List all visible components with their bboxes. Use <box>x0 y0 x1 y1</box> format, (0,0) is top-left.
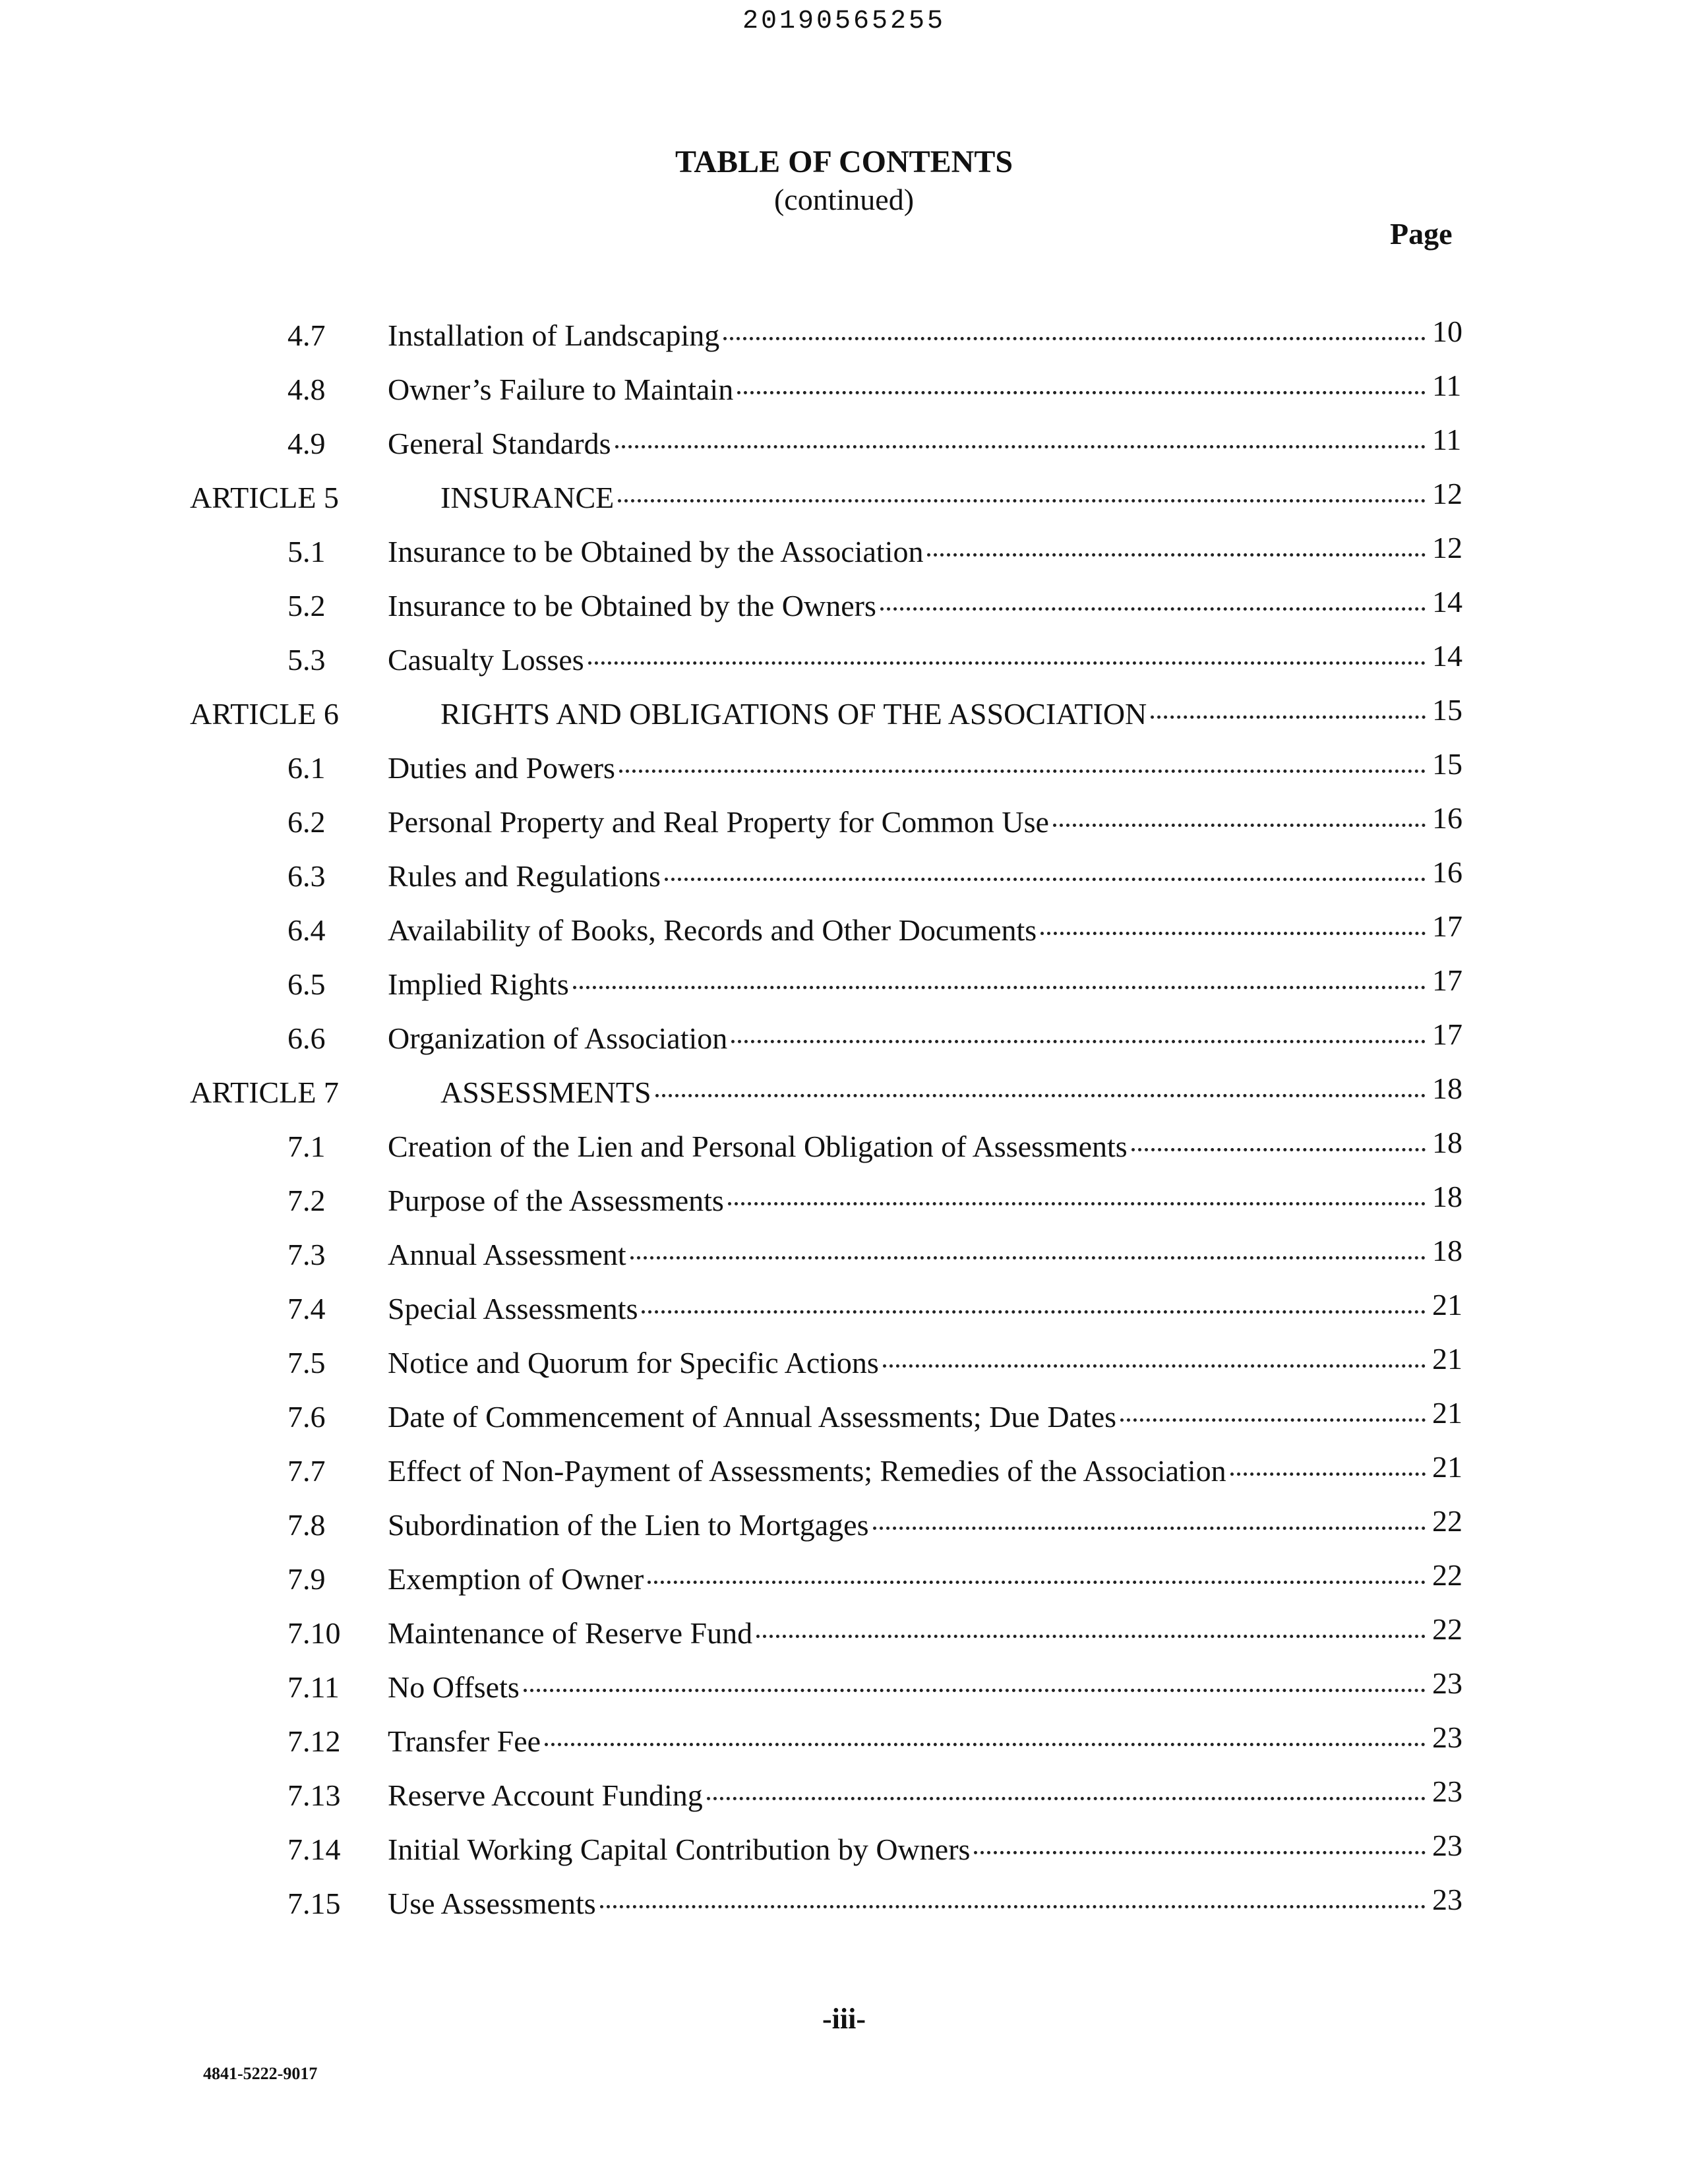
toc-section-row <box>0 531 1688 588</box>
toc-entry-fill <box>388 1129 1430 1164</box>
toc-entry-fill <box>388 1399 1430 1434</box>
dot-leader <box>1131 1147 1426 1151</box>
toc-entry-title: Annual Assessment <box>388 1238 626 1271</box>
dot-leader <box>600 1904 1426 1908</box>
toc-entry-page: 21 <box>1432 1450 1462 1484</box>
toc-section-row <box>0 909 1688 967</box>
toc-section-row <box>0 801 1688 859</box>
toc-entry-number: 7.8 <box>287 1508 326 1542</box>
dot-leader <box>927 553 1426 557</box>
toc-entry-page: 21 <box>1432 1288 1462 1321</box>
toc-entry-fill <box>388 859 1430 894</box>
toc-entry-title: Special Assessments <box>388 1292 638 1325</box>
toc-entry-fill <box>388 804 1430 839</box>
toc-entry-number: 7.12 <box>287 1724 341 1758</box>
toc-section-row <box>0 369 1688 426</box>
dot-leader <box>880 607 1426 611</box>
dot-leader <box>619 769 1426 773</box>
dot-leader <box>756 1634 1426 1638</box>
toc-entry-title: Personal Property and Real Property for Common Use <box>388 805 1049 839</box>
toc-entry-number: 7.10 <box>287 1616 341 1650</box>
toc-section-row <box>0 639 1688 696</box>
dot-leader <box>731 1039 1426 1043</box>
dot-leader <box>707 1796 1426 1800</box>
toc-entry-fill <box>440 1075 1430 1110</box>
toc-entry-fill <box>388 1345 1430 1380</box>
toc-entry-number: 6.6 <box>287 1021 326 1055</box>
page-number: -iii- <box>822 2003 866 2035</box>
toc-entry-title: Casualty Losses <box>388 643 584 677</box>
toc-section-row <box>0 1126 1688 1183</box>
toc-entry-title: Exemption of Owner <box>388 1562 644 1596</box>
toc-entry-fill <box>388 1183 1430 1218</box>
toc-entry-number: 6.2 <box>287 805 326 839</box>
dot-leader <box>618 499 1426 502</box>
toc-article-row <box>0 1072 1688 1129</box>
dot-leader <box>630 1256 1426 1259</box>
dot-leader <box>737 390 1426 394</box>
toc-section-row <box>0 423 1688 480</box>
toc-entry-page: 10 <box>1432 315 1462 348</box>
toc-entry-number: 4.9 <box>287 427 326 460</box>
toc-entry-number: ARTICLE 6 <box>190 697 339 731</box>
toc-entry-page: 23 <box>1432 1720 1462 1754</box>
toc-entry-number: ARTICLE 5 <box>190 481 339 514</box>
toc-entry-title: Duties and Powers <box>388 751 615 785</box>
toc-entry-title: Insurance to be Obtained by the Association <box>388 535 924 568</box>
page-subtitle: (continued) <box>773 183 915 216</box>
toc-entry-title: Insurance to be Obtained by the Owners <box>388 589 876 622</box>
dot-leader <box>883 1364 1426 1368</box>
toc-entry-number: 7.9 <box>287 1562 326 1596</box>
page-column-header: Page <box>1390 217 1453 251</box>
toc-entry-title: INSURANCE <box>440 481 615 514</box>
toc-entry-fill <box>388 318 1430 353</box>
toc-article-row <box>0 693 1688 750</box>
toc-entry-fill <box>388 1291 1430 1326</box>
toc-entry-fill <box>388 1562 1430 1596</box>
dot-leader <box>615 444 1426 448</box>
toc-entry-title: Reserve Account Funding <box>388 1778 703 1812</box>
toc-entry-page: 17 <box>1432 1017 1462 1051</box>
toc-entry-title: RIGHTS AND OBLIGATIONS OF THE ASSOCIATION <box>440 697 1147 731</box>
toc-entry-title: Purpose of the Assessments <box>388 1184 724 1217</box>
dot-leader <box>873 1526 1426 1530</box>
toc-entry-number: 6.1 <box>287 751 326 785</box>
toc-entry-page: 14 <box>1432 585 1462 619</box>
toc-entry-title: Transfer Fee <box>388 1724 541 1758</box>
toc-section-row <box>0 747 1688 804</box>
toc-entry-title: Use Assessments <box>388 1887 596 1920</box>
toc-entry-fill <box>388 534 1430 569</box>
toc-entry-fill <box>388 967 1430 1002</box>
dot-leader <box>974 1850 1426 1854</box>
dot-leader <box>1151 715 1426 719</box>
toc-entry-number: 7.14 <box>287 1833 341 1866</box>
toc-entry-number: 4.7 <box>287 318 326 352</box>
page-title: TABLE OF CONTENTS <box>675 144 1013 179</box>
toc-section-row <box>0 963 1688 1021</box>
dot-leader <box>588 661 1426 665</box>
toc-entry-fill <box>388 1724 1430 1759</box>
toc-entry-fill <box>388 1616 1430 1651</box>
toc-entry-title: Organization of Association <box>388 1021 728 1055</box>
toc-entry-fill <box>388 1021 1430 1056</box>
toc-section-row <box>0 1504 1688 1562</box>
document-id: 4841-5222-9017 <box>203 2064 318 2083</box>
toc-entry-title: Subordination of the Lien to Mortgages <box>388 1508 869 1542</box>
toc-entry-page: 11 <box>1432 423 1462 456</box>
toc-entry-number: 7.6 <box>287 1400 326 1434</box>
toc-entry-number: 7.4 <box>287 1292 326 1325</box>
toc-entry-page: 22 <box>1432 1612 1462 1646</box>
toc-section-row <box>0 1288 1688 1345</box>
dot-leader <box>723 336 1426 340</box>
dot-leader <box>1040 931 1426 935</box>
toc-entry-title: Maintenance of Reserve Fund <box>388 1616 753 1650</box>
dot-leader <box>642 1310 1426 1314</box>
toc-entry-page: 17 <box>1432 909 1462 943</box>
toc-section-row <box>0 1342 1688 1399</box>
toc-entry-number: ARTICLE 7 <box>190 1076 339 1109</box>
toc-section-row <box>0 1234 1688 1291</box>
toc-entry-number: 4.8 <box>287 373 326 406</box>
toc-entry-fill <box>388 642 1430 677</box>
dot-leader <box>1230 1472 1426 1476</box>
toc-entry-number: 7.11 <box>287 1670 340 1704</box>
toc-entry-page: 16 <box>1432 801 1462 835</box>
toc-entry-fill <box>388 372 1430 407</box>
toc-entry-title: Implied Rights <box>388 967 569 1001</box>
dot-leader <box>648 1580 1426 1584</box>
toc-entry-fill <box>388 1453 1430 1488</box>
toc-entry-title: Notice and Quorum for Specific Actions <box>388 1346 879 1380</box>
toc-entry-title: General Standards <box>388 427 611 460</box>
toc-entry-title: Initial Working Capital Contribution by Owners <box>388 1833 971 1866</box>
toc-section-row <box>0 855 1688 913</box>
toc-entry-number: 6.3 <box>287 859 326 893</box>
toc-entry-fill <box>440 696 1430 731</box>
toc-entry-fill <box>440 480 1430 515</box>
toc-entry-title: Date of Commencement of Annual Assessments; Due Dates <box>388 1400 1117 1434</box>
toc-entry-number: 5.1 <box>287 535 326 568</box>
toc-section-row <box>0 1666 1688 1724</box>
toc-entry-number: 6.4 <box>287 913 326 947</box>
dot-leader <box>665 877 1426 881</box>
toc-entry-title: Installation of Landscaping <box>388 318 720 352</box>
toc-entry-title: Rules and Regulations <box>388 859 661 893</box>
toc-entry-fill <box>388 1237 1430 1272</box>
toc-entry-title: Effect of Non-Payment of Assessments; Remedies of the Association <box>388 1454 1226 1488</box>
toc-entry-page: 17 <box>1432 963 1462 997</box>
toc-section-row <box>0 1450 1688 1507</box>
toc-entry-fill <box>388 750 1430 785</box>
dot-leader <box>545 1742 1426 1746</box>
toc-section-row <box>0 1829 1688 1886</box>
toc-section-row <box>0 1396 1688 1453</box>
toc-section-row <box>0 1017 1688 1075</box>
toc-entry-fill <box>388 1778 1430 1813</box>
toc-entry-page: 21 <box>1432 1342 1462 1376</box>
toc-entry-page: 16 <box>1432 855 1462 889</box>
toc-entry-number: 7.15 <box>287 1887 341 1920</box>
toc-list <box>0 315 1688 1940</box>
toc-entry-fill <box>388 588 1430 623</box>
toc-section-row <box>0 1720 1688 1778</box>
dot-leader <box>728 1201 1426 1205</box>
recording-number: 20190565255 <box>742 7 946 36</box>
toc-entry-title: ASSESSMENTS <box>440 1076 651 1109</box>
toc-entry-title: No Offsets <box>388 1670 520 1704</box>
toc-entry-title: Creation of the Lien and Personal Obligation of Assessments <box>388 1130 1128 1163</box>
toc-entry-page: 15 <box>1432 693 1462 727</box>
toc-entry-fill <box>388 1832 1430 1867</box>
toc-entry-title: Availability of Books, Records and Other Documents <box>388 913 1037 947</box>
toc-entry-number: 7.2 <box>287 1184 326 1217</box>
toc-entry-fill <box>388 1507 1430 1542</box>
toc-entry-number: 5.3 <box>287 643 326 677</box>
toc-entry-page: 18 <box>1432 1126 1462 1159</box>
toc-entry-page: 23 <box>1432 1829 1462 1862</box>
toc-entry-number: 5.2 <box>287 589 326 622</box>
dot-leader <box>573 985 1426 989</box>
toc-section-row <box>0 315 1688 372</box>
toc-entry-fill <box>388 1886 1430 1921</box>
toc-entry-page: 11 <box>1432 369 1462 402</box>
toc-entry-page: 12 <box>1432 531 1462 564</box>
toc-entry-number: 7.5 <box>287 1346 326 1380</box>
toc-section-row <box>0 585 1688 642</box>
toc-entry-page: 12 <box>1432 477 1462 510</box>
toc-entry-page: 18 <box>1432 1180 1462 1213</box>
toc-entry-number: 7.13 <box>287 1778 341 1812</box>
toc-entry-page: 23 <box>1432 1883 1462 1916</box>
toc-entry-page: 23 <box>1432 1774 1462 1808</box>
toc-entry-page: 23 <box>1432 1666 1462 1700</box>
toc-entry-title: Owner’s Failure to Maintain <box>388 373 734 406</box>
toc-entry-fill <box>388 913 1430 948</box>
toc-entry-number: 7.1 <box>287 1130 326 1163</box>
toc-section-row <box>0 1180 1688 1237</box>
toc-entry-page: 18 <box>1432 1072 1462 1105</box>
toc-entry-page: 22 <box>1432 1504 1462 1538</box>
dot-leader <box>524 1688 1426 1692</box>
dot-leader <box>1053 823 1426 827</box>
dot-leader <box>1120 1418 1426 1422</box>
toc-entry-fill <box>388 426 1430 461</box>
toc-section-row <box>0 1883 1688 1940</box>
toc-section-row <box>0 1612 1688 1670</box>
toc-entry-page: 14 <box>1432 639 1462 673</box>
toc-entry-page: 22 <box>1432 1558 1462 1592</box>
toc-entry-page: 15 <box>1432 747 1462 781</box>
toc-entry-number: 7.3 <box>287 1238 326 1271</box>
toc-entry-fill <box>388 1670 1430 1705</box>
toc-entry-page: 18 <box>1432 1234 1462 1267</box>
toc-entry-number: 7.7 <box>287 1454 326 1488</box>
toc-entry-number: 6.5 <box>287 967 326 1001</box>
toc-entry-page: 21 <box>1432 1396 1462 1430</box>
toc-section-row <box>0 1558 1688 1616</box>
dot-leader <box>655 1093 1426 1097</box>
toc-section-row <box>0 1774 1688 1832</box>
toc-article-row <box>0 477 1688 534</box>
